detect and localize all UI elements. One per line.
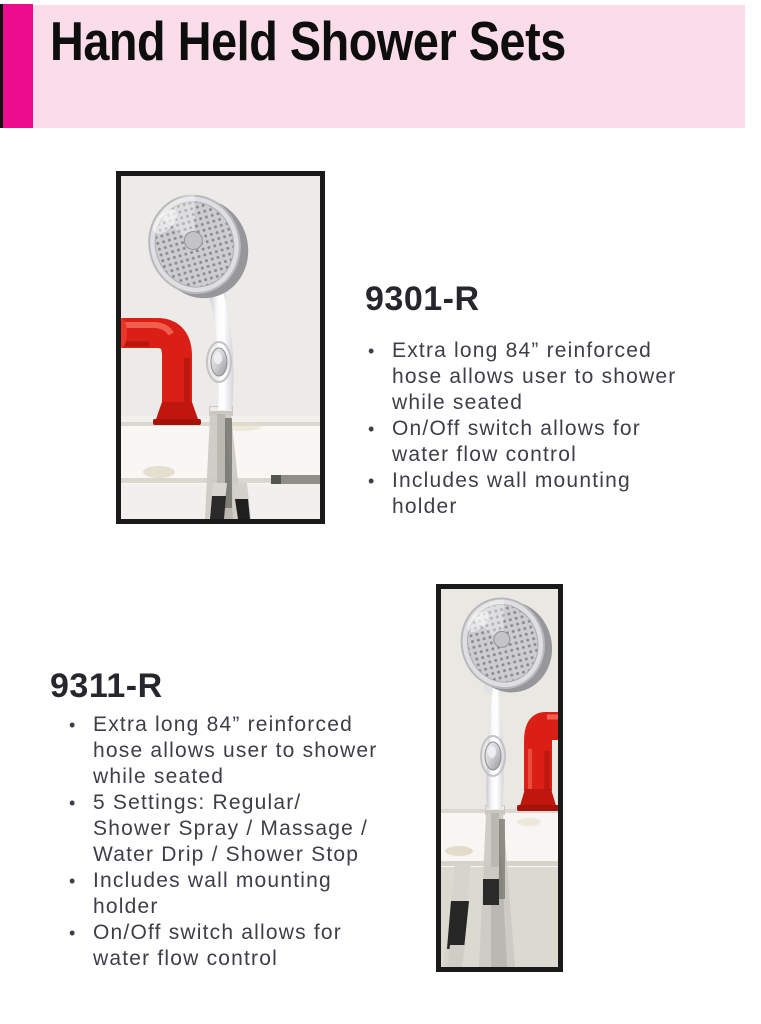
feature-line: Shower Spray / Massage /	[93, 817, 369, 840]
feature-line: 5 Settings: Regular/	[93, 791, 302, 814]
feature-line: hose allows user to shower	[392, 365, 677, 388]
feature-item	[66, 712, 378, 790]
bullet-icon: •	[69, 871, 77, 891]
feature-line: holder	[93, 895, 159, 918]
feature-line: Extra long 84” reinforced	[93, 713, 353, 736]
feature-text	[392, 338, 677, 416]
feature-line: while seated	[93, 765, 225, 788]
feature-line: holder	[392, 495, 458, 518]
bullet-icon: •	[69, 923, 77, 943]
feature-text	[392, 468, 631, 520]
bullet-icon: •	[368, 341, 376, 361]
accent-bar	[3, 4, 33, 128]
feature-item	[66, 790, 378, 868]
feature-item	[365, 416, 677, 468]
feature-line: hose allows user to shower	[93, 739, 378, 762]
feature-item	[365, 468, 677, 520]
feature-line: Extra long 84” reinforced	[392, 339, 652, 362]
feature-item	[365, 338, 677, 416]
bullet-icon: •	[368, 471, 376, 491]
feature-line: Includes wall mounting	[392, 469, 631, 492]
feature-text	[93, 790, 368, 868]
feature-text	[93, 868, 332, 920]
feature-text	[93, 920, 342, 972]
feature-line: while seated	[392, 391, 524, 414]
product-code-9311: 9311-R	[50, 667, 163, 705]
feature-line: On/Off switch allows for	[392, 417, 641, 440]
feature-list-9301	[365, 338, 677, 520]
feature-line: Water Drip / Shower Stop	[93, 843, 360, 866]
feature-text	[392, 416, 641, 468]
feature-line: On/Off switch allows for	[93, 921, 342, 944]
product-photo-9301	[116, 171, 325, 524]
product-photo-9311	[436, 584, 563, 972]
feature-line: water flow control	[392, 443, 577, 466]
feature-line: Includes wall mounting	[93, 869, 332, 892]
feature-list-9311	[66, 712, 378, 972]
feature-text	[93, 712, 378, 790]
shower-chair-photo-illustration	[441, 589, 558, 967]
product-code-9301: 9301-R	[365, 280, 480, 318]
bullet-icon: •	[69, 715, 77, 735]
page-title: Hand Held Shower Sets	[50, 10, 566, 72]
shower-chair-photo-illustration	[121, 176, 320, 519]
bullet-icon: •	[69, 793, 77, 813]
bullet-icon: •	[368, 419, 376, 439]
feature-item	[66, 920, 378, 972]
feature-line: water flow control	[93, 947, 278, 970]
feature-item	[66, 868, 378, 920]
